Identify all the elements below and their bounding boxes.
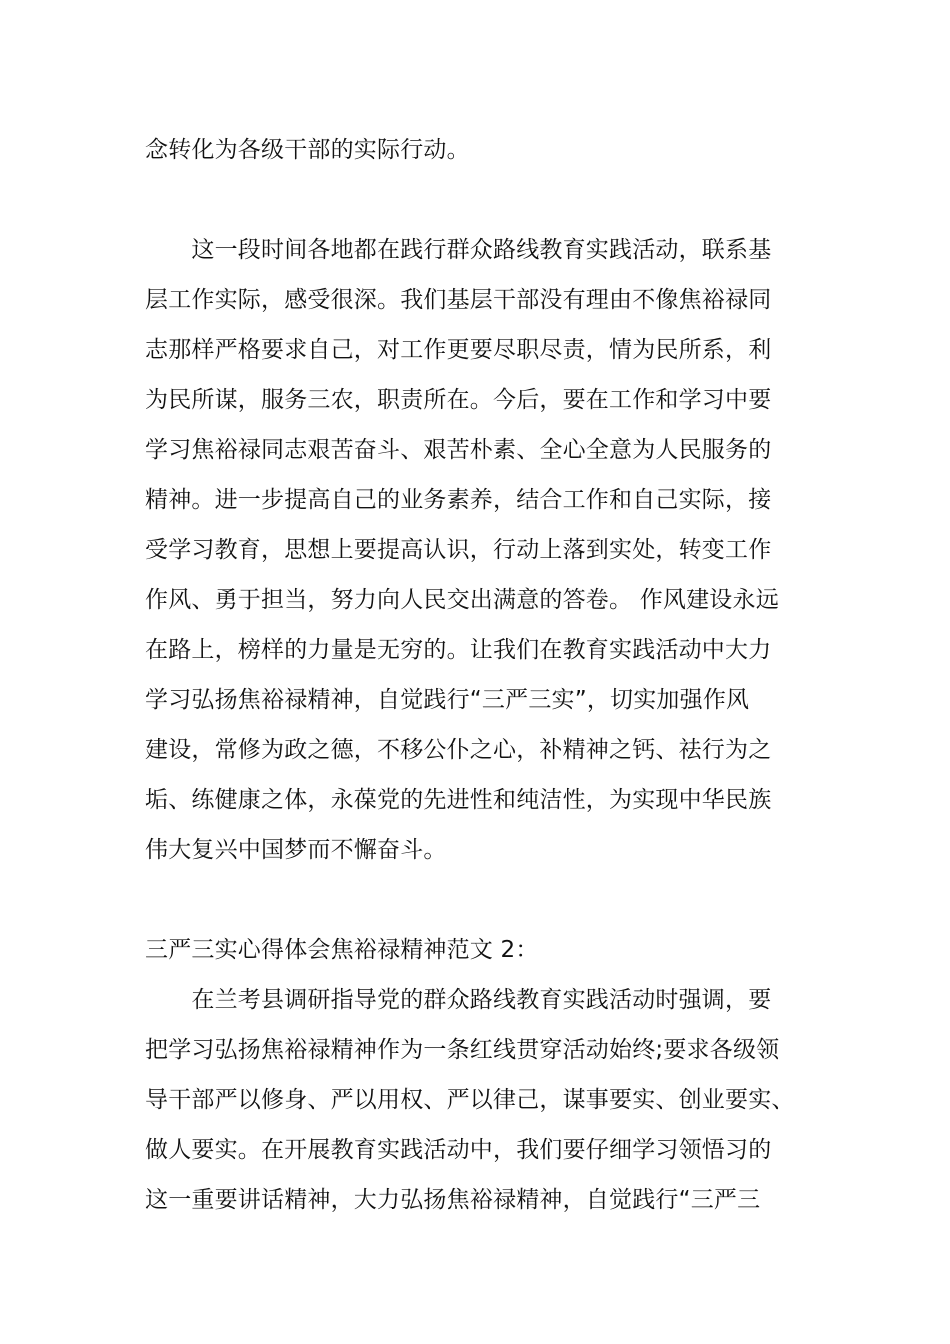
text-line: 精神。进一步提高自己的业务素养，结合工作和自己实际，接 xyxy=(145,487,772,513)
text-line: 伟大复兴中国梦而不懈奋斗。 xyxy=(145,837,447,863)
text-line: 这一重要讲话精神，大力弘扬焦裕禄精神，自觉践行“三严三 xyxy=(145,1187,761,1213)
text-line: 作风、勇于担当，努力向人民交出满意的答卷。 作风建设永远 xyxy=(145,587,779,613)
text-line: 这一段时间各地都在践行群众路线教育实践活动，联系基 xyxy=(145,237,772,263)
section-heading: 三严三实心得体会焦裕禄精神范文 2： xyxy=(145,937,539,963)
text-line: 导干部严以修身、严以用权、严以律己，谋事要实、创业要实、 xyxy=(145,1087,795,1113)
text-line: 学习弘扬焦裕禄精神，自觉践行“三严三实”，切实加强作风 xyxy=(145,687,750,713)
text-line: 志那样严格要求自己，对工作更要尽职尽责，情为民所系，利 xyxy=(145,337,772,363)
text-line: 念转化为各级干部的实际行动。 xyxy=(145,137,470,163)
text-line: 学习焦裕禄同志艰苦奋斗、艰苦朴素、全心全意为人民服务的 xyxy=(145,437,772,463)
text-line: 受学习教育，思想上要提高认识，行动上落到实处，转变工作 xyxy=(145,537,772,563)
text-line: 把学习弘扬焦裕禄精神作为一条红线贯穿活动始终;要求各级领 xyxy=(145,1037,780,1063)
text-line: 层工作实际，感受很深。我们基层干部没有理由不像焦裕禄同 xyxy=(145,287,772,313)
text-line: 垢、练健康之体，永葆党的先进性和纯洁性，为实现中华民族 xyxy=(145,787,772,813)
text-line: 在路上，榜样的力量是无穷的。让我们在教育实践活动中大力 xyxy=(145,637,772,663)
text-line: 做人要实。在开展教育实践活动中，我们要仔细学习领悟习的 xyxy=(145,1137,772,1163)
text-line: 建设，常修为政之德，不移公仆之心，补精神之钙、祛行为之 xyxy=(145,737,772,763)
text-line: 在兰考县调研指导党的群众路线教育实践活动时强调，要 xyxy=(145,987,772,1013)
text-line: 为民所谋，服务三农，职责所在。今后，要在工作和学习中要 xyxy=(145,387,772,413)
